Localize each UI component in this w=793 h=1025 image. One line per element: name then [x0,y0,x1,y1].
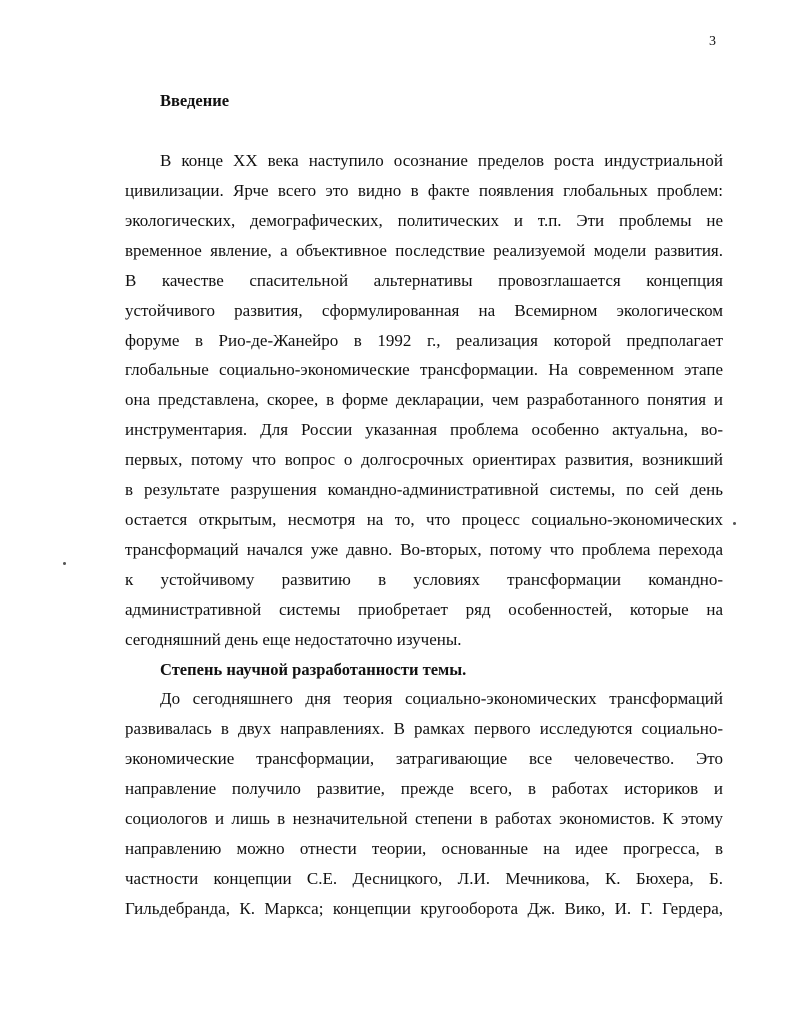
text-line: экономические трансформации, затрагивающие все человечество. Это [125,749,723,768]
text-line: форуме в Рио-де-Жанейро в 1992 г., реализация которой предполагает [125,331,723,350]
text-line: трансформаций начался уже давно. Во-вторых, потому что проблема перехода [125,540,723,559]
text-line: экологических, демографических, политических и т.п. Эти проблемы не [125,211,723,230]
text-line: остается открытым, несмотря на то, что процесс социально-экономических [125,510,723,529]
text-line: До сегодняшнего дня теория социально-экономических трансформаций [160,689,723,708]
scan-speck [733,522,736,525]
intro-heading: Введение [160,91,230,110]
text-line: административной системы приобретает ряд особенностей, которые на [125,600,723,619]
text-line: социологов и лишь в незначительной степени в работах экономистов. К этому [125,809,723,828]
text-line: временное явление, а объективное последствие реализуемой модели развития. [125,241,723,260]
text-line: направлению можно отнести теории, основанные на идее прогресса, в [125,839,723,858]
text-line: цивилизации. Ярче всего это видно в факте появления глобальных проблем: [125,181,723,200]
text-line: направление получило развитие, прежде всего, в работах историков и [125,779,723,798]
text-line: Гильдебранда, К. Маркса; концепции кругооборота Дж. Вико, И. Г. Гердера, [125,899,723,918]
text-line: В конце XX века наступило осознание пределов роста индустриальной [160,151,723,170]
page-number: 3 [709,34,716,49]
text-line: инструментария. Для России указанная проблема особенно актуальна, во- [125,420,723,439]
text-line: к устойчивому развитию в условиях трансформации командно- [125,570,723,589]
text-line: частности концепции С.Е. Десницкого, Л.И. Мечникова, К. Бюхера, Б. [125,869,723,888]
text-line: она представлена, скорее, в форме декларации, чем разработанного понятия и [125,390,723,409]
text-line: сегодняшний день еще недостаточно изучены. [125,630,462,649]
text-line: первых, потому что вопрос о долгосрочных ориентирах развития, возникший [125,450,723,469]
text-line: в результате разрушения командно-административной системы, по сей день [125,480,723,499]
text-line: глобальные социально-экономические трансформации. На современном этапе [125,360,723,379]
section-heading: Степень научной разработанности темы. [160,660,467,679]
text-line: В качестве спасительной альтернативы провозглашается концепция [125,271,723,290]
text-line: развивалась в двух направлениях. В рамках первого исследуются социально- [125,719,723,738]
text-line: устойчивого развития, сформулированная на Всемирном экологическом [125,301,723,320]
scan-speck [63,562,66,565]
